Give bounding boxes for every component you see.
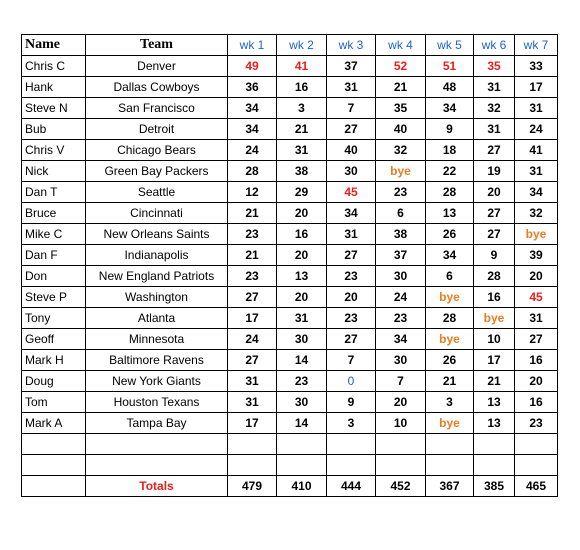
score-cell[interactable]: 39 xyxy=(515,245,558,266)
score-cell[interactable]: 27 xyxy=(228,287,277,308)
total-cell[interactable]: 479 xyxy=(228,476,277,497)
score-cell[interactable]: 6 xyxy=(376,203,426,224)
score-cell[interactable]: 3 xyxy=(277,98,327,119)
score-cell[interactable]: 45 xyxy=(327,182,376,203)
table-row xyxy=(22,329,558,350)
table-row xyxy=(22,287,558,308)
score-cell[interactable]: 31 xyxy=(327,77,376,98)
totals-label[interactable]: Totals xyxy=(86,476,228,497)
week-5-column-header[interactable]: wk 5 xyxy=(426,35,474,56)
score-cell[interactable]: 23 xyxy=(228,266,277,287)
table-row xyxy=(22,413,558,434)
empty-cell[interactable] xyxy=(228,434,277,455)
empty-cell[interactable] xyxy=(86,434,228,455)
table-body xyxy=(22,56,558,476)
table-row xyxy=(22,161,558,182)
score-cell[interactable]: 32 xyxy=(474,98,515,119)
score-cell[interactable]: 12 xyxy=(228,182,277,203)
empty-cell[interactable] xyxy=(515,455,558,476)
score-cell[interactable]: 7 xyxy=(327,350,376,371)
player-name-cell[interactable]: Geoff xyxy=(22,329,86,350)
score-cell[interactable]: 16 xyxy=(515,350,558,371)
empty-cell[interactable] xyxy=(376,455,426,476)
score-cell[interactable]: 27 xyxy=(474,140,515,161)
empty-cell[interactable] xyxy=(22,434,86,455)
total-cell[interactable]: 367 xyxy=(426,476,474,497)
score-cell[interactable]: 3 xyxy=(426,392,474,413)
team-cell[interactable]: Indianapolis xyxy=(86,245,228,266)
team-cell[interactable]: Detroit xyxy=(86,119,228,140)
score-cell[interactable]: 32 xyxy=(515,203,558,224)
week-1-column-header[interactable]: wk 1 xyxy=(228,35,277,56)
score-cell[interactable]: 40 xyxy=(327,140,376,161)
score-cell[interactable]: 27 xyxy=(474,203,515,224)
team-cell[interactable]: Cincinnati xyxy=(86,203,228,224)
score-cell[interactable]: 6 xyxy=(426,266,474,287)
score-cell[interactable]: 30 xyxy=(327,161,376,182)
score-cell[interactable]: 38 xyxy=(277,161,327,182)
score-cell[interactable]: 21 xyxy=(426,371,474,392)
player-name-cell[interactable]: Steve P xyxy=(22,287,86,308)
score-cell[interactable]: 31 xyxy=(228,392,277,413)
player-name-cell[interactable]: Hank xyxy=(22,77,86,98)
table-row xyxy=(22,308,558,329)
team-cell[interactable]: New Orleans Saints xyxy=(86,224,228,245)
empty-cell[interactable] xyxy=(86,455,228,476)
totals-blank-cell[interactable] xyxy=(22,476,86,497)
score-cell[interactable]: 32 xyxy=(376,140,426,161)
score-cell[interactable]: 33 xyxy=(515,56,558,77)
score-cell[interactable]: 17 xyxy=(228,308,277,329)
score-cell[interactable]: 31 xyxy=(474,119,515,140)
score-cell[interactable]: 24 xyxy=(228,140,277,161)
player-name-cell[interactable]: Bub xyxy=(22,119,86,140)
score-cell[interactable]: 20 xyxy=(515,266,558,287)
player-name-cell[interactable]: Doug xyxy=(22,371,86,392)
player-name-cell[interactable]: Mike C xyxy=(22,224,86,245)
score-cell[interactable]: 23 xyxy=(277,371,327,392)
score-cell[interactable]: 20 xyxy=(474,182,515,203)
score-cell[interactable]: 31 xyxy=(515,161,558,182)
score-cell[interactable]: 27 xyxy=(515,329,558,350)
table-row xyxy=(22,182,558,203)
score-cell[interactable]: bye xyxy=(426,287,474,308)
empty-cell[interactable] xyxy=(327,434,376,455)
blank-row xyxy=(22,455,558,476)
team-cell[interactable]: San Francisco xyxy=(86,98,228,119)
team-cell[interactable]: Dallas Cowboys xyxy=(86,77,228,98)
score-cell[interactable]: 29 xyxy=(277,182,327,203)
score-cell[interactable]: 13 xyxy=(474,413,515,434)
player-name-cell[interactable]: Steve N xyxy=(22,98,86,119)
team-cell[interactable]: Atlanta xyxy=(86,308,228,329)
score-cell[interactable]: 30 xyxy=(277,392,327,413)
player-name-cell[interactable]: Tony xyxy=(22,308,86,329)
score-cell[interactable]: 31 xyxy=(515,308,558,329)
score-cell[interactable]: bye xyxy=(426,329,474,350)
score-cell[interactable]: 23 xyxy=(515,413,558,434)
table-row xyxy=(22,266,558,287)
score-cell[interactable]: 13 xyxy=(474,392,515,413)
score-cell[interactable]: 20 xyxy=(515,371,558,392)
team-cell[interactable]: Green Bay Packers xyxy=(86,161,228,182)
team-cell[interactable]: Baltimore Ravens xyxy=(86,350,228,371)
table-row xyxy=(22,392,558,413)
score-cell[interactable]: 20 xyxy=(277,203,327,224)
week-6-column-header[interactable]: wk 6 xyxy=(474,35,515,56)
score-cell[interactable]: 23 xyxy=(376,182,426,203)
score-cell[interactable]: 31 xyxy=(515,98,558,119)
table-row xyxy=(22,203,558,224)
score-cell[interactable]: 23 xyxy=(327,308,376,329)
player-name-cell[interactable]: Dan F xyxy=(22,245,86,266)
empty-cell[interactable] xyxy=(22,455,86,476)
score-cell[interactable]: 23 xyxy=(376,308,426,329)
total-cell[interactable]: 385 xyxy=(474,476,515,497)
score-cell[interactable]: 24 xyxy=(228,329,277,350)
player-name-cell[interactable]: Nick xyxy=(22,161,86,182)
score-cell[interactable]: 21 xyxy=(474,371,515,392)
score-cell[interactable]: 17 xyxy=(474,350,515,371)
score-cell[interactable]: 13 xyxy=(277,266,327,287)
score-cell[interactable]: 34 xyxy=(228,119,277,140)
score-cell[interactable]: 27 xyxy=(327,119,376,140)
score-cell[interactable]: 52 xyxy=(376,56,426,77)
team-cell[interactable]: Washington xyxy=(86,287,228,308)
score-cell[interactable]: 26 xyxy=(426,224,474,245)
standings-table xyxy=(21,34,558,497)
score-cell[interactable]: 35 xyxy=(376,98,426,119)
score-cell[interactable]: 28 xyxy=(426,308,474,329)
team-cell[interactable]: Seattle xyxy=(86,182,228,203)
team-cell[interactable]: Minnesota xyxy=(86,329,228,350)
score-cell[interactable]: 48 xyxy=(426,77,474,98)
score-cell[interactable]: 45 xyxy=(515,287,558,308)
score-cell[interactable]: 49 xyxy=(228,56,277,77)
score-cell[interactable]: 20 xyxy=(376,392,426,413)
week-7-column-header[interactable]: wk 7 xyxy=(515,35,558,56)
score-cell[interactable]: 34 xyxy=(426,98,474,119)
week-3-column-header[interactable]: wk 3 xyxy=(327,35,376,56)
score-cell[interactable]: 24 xyxy=(376,287,426,308)
team-cell[interactable]: New England Patriots xyxy=(86,266,228,287)
score-cell[interactable]: 27 xyxy=(327,245,376,266)
table-row xyxy=(22,224,558,245)
week-2-column-header[interactable]: wk 2 xyxy=(277,35,327,56)
score-cell[interactable]: 27 xyxy=(228,350,277,371)
score-cell[interactable]: 21 xyxy=(376,77,426,98)
score-cell[interactable]: 31 xyxy=(228,371,277,392)
score-cell[interactable]: 19 xyxy=(474,161,515,182)
total-cell[interactable]: 410 xyxy=(277,476,327,497)
score-cell[interactable]: 3 xyxy=(327,413,376,434)
score-cell[interactable]: 34 xyxy=(376,329,426,350)
score-cell[interactable]: 22 xyxy=(426,161,474,182)
score-cell[interactable]: 36 xyxy=(228,77,277,98)
score-cell[interactable]: bye xyxy=(426,413,474,434)
score-cell[interactable]: 37 xyxy=(327,56,376,77)
empty-cell[interactable] xyxy=(277,455,327,476)
player-name-cell[interactable]: Chris V xyxy=(22,140,86,161)
team-cell[interactable]: Tampa Bay xyxy=(86,413,228,434)
score-cell[interactable]: 21 xyxy=(228,203,277,224)
score-cell[interactable]: 41 xyxy=(277,56,327,77)
team-cell[interactable]: Chicago Bears xyxy=(86,140,228,161)
empty-cell[interactable] xyxy=(515,434,558,455)
score-cell[interactable]: 31 xyxy=(277,140,327,161)
score-cell[interactable]: 9 xyxy=(426,119,474,140)
empty-cell[interactable] xyxy=(277,434,327,455)
total-cell[interactable]: 452 xyxy=(376,476,426,497)
total-cell[interactable]: 444 xyxy=(327,476,376,497)
week-4-column-header[interactable]: wk 4 xyxy=(376,35,426,56)
score-cell[interactable]: 7 xyxy=(376,371,426,392)
table-row xyxy=(22,350,558,371)
empty-cell[interactable] xyxy=(474,455,515,476)
empty-cell[interactable] xyxy=(474,434,515,455)
score-cell[interactable]: 27 xyxy=(327,329,376,350)
score-cell[interactable]: 9 xyxy=(474,245,515,266)
score-cell[interactable]: 38 xyxy=(376,224,426,245)
header-row xyxy=(22,35,558,56)
score-cell[interactable]: 16 xyxy=(474,287,515,308)
score-cell[interactable]: 51 xyxy=(426,56,474,77)
totals-row xyxy=(22,476,558,497)
score-cell[interactable]: 16 xyxy=(277,224,327,245)
score-cell[interactable]: 28 xyxy=(426,182,474,203)
score-cell[interactable]: 41 xyxy=(515,140,558,161)
score-cell[interactable]: 28 xyxy=(228,161,277,182)
team-cell[interactable]: New York Giants xyxy=(86,371,228,392)
score-cell[interactable]: 16 xyxy=(515,392,558,413)
score-cell[interactable]: bye xyxy=(376,161,426,182)
score-cell[interactable]: 17 xyxy=(515,77,558,98)
score-cell[interactable]: 7 xyxy=(327,98,376,119)
empty-cell[interactable] xyxy=(376,434,426,455)
score-cell[interactable]: 30 xyxy=(277,329,327,350)
score-cell[interactable]: 31 xyxy=(277,308,327,329)
score-cell[interactable]: 18 xyxy=(426,140,474,161)
score-cell[interactable]: 37 xyxy=(376,245,426,266)
blank-row xyxy=(22,434,558,455)
score-cell[interactable]: 34 xyxy=(426,245,474,266)
score-cell[interactable]: 34 xyxy=(327,203,376,224)
score-cell[interactable]: 17 xyxy=(228,413,277,434)
table-row xyxy=(22,140,558,161)
player-name-cell[interactable]: Mark A xyxy=(22,413,86,434)
table-row xyxy=(22,245,558,266)
player-name-cell[interactable]: Don xyxy=(22,266,86,287)
table-row xyxy=(22,56,558,77)
score-cell[interactable]: 30 xyxy=(376,350,426,371)
empty-cell[interactable] xyxy=(426,455,474,476)
player-name-cell[interactable]: Bruce xyxy=(22,203,86,224)
score-cell[interactable]: 34 xyxy=(515,182,558,203)
team-cell[interactable]: Denver xyxy=(86,56,228,77)
player-name-cell[interactable]: Dan T xyxy=(22,182,86,203)
score-cell[interactable]: 10 xyxy=(474,329,515,350)
score-cell[interactable]: 31 xyxy=(327,224,376,245)
team-column-header[interactable]: Team xyxy=(86,35,228,56)
player-name-cell[interactable]: Chris C xyxy=(22,56,86,77)
score-cell[interactable]: 20 xyxy=(327,287,376,308)
score-cell[interactable]: 0 xyxy=(327,371,376,392)
score-cell[interactable]: 14 xyxy=(277,350,327,371)
player-name-cell[interactable]: Tom xyxy=(22,392,86,413)
table-row xyxy=(22,98,558,119)
score-cell[interactable]: 14 xyxy=(277,413,327,434)
score-cell[interactable]: 21 xyxy=(228,245,277,266)
empty-cell[interactable] xyxy=(228,455,277,476)
table-row xyxy=(22,77,558,98)
empty-cell[interactable] xyxy=(426,434,474,455)
score-cell[interactable]: 27 xyxy=(474,224,515,245)
score-cell[interactable]: 35 xyxy=(474,56,515,77)
score-cell[interactable]: bye xyxy=(515,224,558,245)
team-cell[interactable]: Houston Texans xyxy=(86,392,228,413)
score-cell[interactable]: 31 xyxy=(474,77,515,98)
score-cell[interactable]: bye xyxy=(474,308,515,329)
score-cell[interactable]: 40 xyxy=(376,119,426,140)
score-cell[interactable]: 13 xyxy=(426,203,474,224)
score-cell[interactable]: 23 xyxy=(228,224,277,245)
score-cell[interactable]: 21 xyxy=(277,119,327,140)
name-column-header[interactable]: Name xyxy=(22,35,86,56)
score-cell[interactable]: 20 xyxy=(277,287,327,308)
score-cell[interactable]: 16 xyxy=(277,77,327,98)
table-row xyxy=(22,119,558,140)
score-cell[interactable]: 34 xyxy=(228,98,277,119)
score-cell[interactable]: 9 xyxy=(327,392,376,413)
empty-cell[interactable] xyxy=(327,455,376,476)
score-cell[interactable]: 28 xyxy=(474,266,515,287)
score-cell[interactable]: 10 xyxy=(376,413,426,434)
score-cell[interactable]: 23 xyxy=(327,266,376,287)
player-name-cell[interactable]: Mark H xyxy=(22,350,86,371)
score-cell[interactable]: 26 xyxy=(426,350,474,371)
score-cell[interactable]: 30 xyxy=(376,266,426,287)
score-cell[interactable]: 24 xyxy=(515,119,558,140)
score-cell[interactable]: 20 xyxy=(277,245,327,266)
table-row xyxy=(22,371,558,392)
total-cell[interactable]: 465 xyxy=(515,476,558,497)
